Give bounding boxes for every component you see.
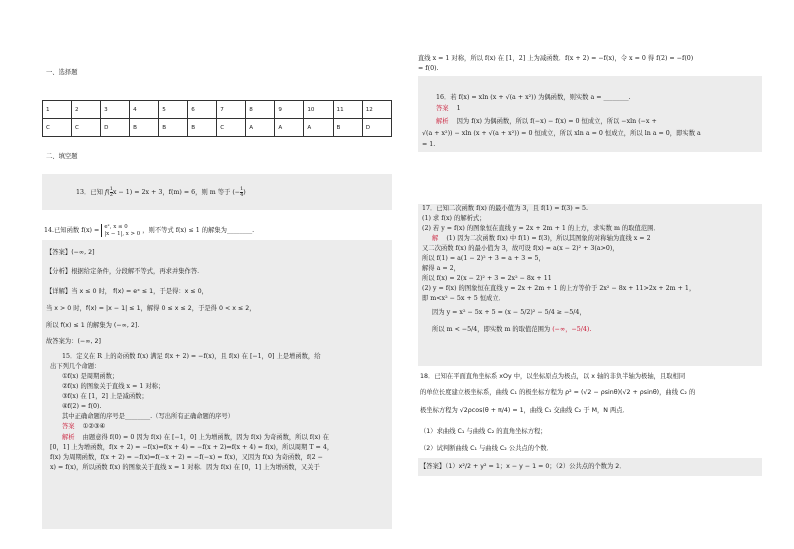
q17-solution-label: 解 bbox=[432, 235, 439, 242]
q17-solution-text: (1) 因为二次函数 f(x) 中 f(1) = f(3)，所以其图象的对称轴为直线 x = 2 bbox=[446, 235, 651, 242]
q18-answer: 【答案】（1）x²/2 + y² = 1；x − y − 1 = 0；（2）公共点的个数为 2． bbox=[420, 463, 626, 470]
q14-case-1: eˣ, x ≤ 0 bbox=[104, 224, 128, 230]
table-cell: C bbox=[217, 119, 246, 137]
q15-solution-1 bbox=[62, 433, 329, 443]
q15-line-3: ①f(x) 是周期函数； bbox=[62, 373, 119, 380]
q13-prefix: 13．已知 bbox=[76, 189, 103, 196]
q14-suffix: ，则不等式 f(x) ≤ 1 的解集为________. bbox=[142, 227, 255, 234]
q13-text: 13．已知 f( $\frac{1}{2}$ x − 1) = 2x + 3，f(m) = 6，则 m 等于 (− $\frac{1}{4}$ ) bbox=[76, 186, 246, 198]
table-cell: A bbox=[304, 119, 333, 137]
q14-function-lhs: f(x) = bbox=[81, 227, 100, 234]
q15-line-4: ②f(x) 的图象关于直线 x = 1 对称； bbox=[62, 383, 165, 390]
table-cell: 5 bbox=[159, 101, 188, 119]
table-cell: 9 bbox=[275, 101, 304, 119]
table-cell: 6 bbox=[188, 101, 217, 119]
table-cell: 4 bbox=[130, 101, 159, 119]
q14-detail-1: 【详解】当 x ≤ 0 时， f(x) = eˣ ≤ 1，于是得：x ≤ 0， bbox=[46, 288, 208, 295]
q15-line-5: ③f(x) 在 [1，2] 上是减函数； bbox=[62, 393, 148, 400]
table-cell: B bbox=[188, 119, 217, 137]
q17-solution-1 bbox=[432, 234, 651, 244]
q13-answer-suffix: ) bbox=[243, 189, 246, 196]
table-cell: B bbox=[130, 119, 159, 137]
q16-solution-3: = 1. bbox=[422, 141, 436, 148]
q13-expr: x − 1 bbox=[112, 189, 130, 196]
table-cell: 3 bbox=[101, 101, 130, 119]
answer-table-answer-row bbox=[43, 119, 392, 137]
q17-solution-6: (2) y = f(x) 的图象恒在直线 y = 2x + 2m + 1 的上方等价于 2x² − 8x + 11>2x + 2m + 1， bbox=[422, 285, 696, 292]
q14-analysis: 【分析】根据给定条件，分段解不等式，再求并集作答. bbox=[46, 268, 200, 275]
q18-line-4: （1）求曲线 C₁ 与曲线 C₂ 的直角坐标方程； bbox=[420, 428, 547, 435]
table-cell: 10 bbox=[304, 101, 333, 119]
q17-solution-8: 因为 y = x² − 5x + 5 = (x − 5/2)² − 5/4 ≥ −5/4， bbox=[432, 309, 586, 316]
q15-answer-label: 答案 bbox=[62, 423, 75, 430]
q16-solution-2: √(a + x²)) − xln (x + √(a + x²)) = 0 恒成立，所以 xln a = 0 恒成立，所以 ln a = 0，即实数 a bbox=[422, 130, 701, 137]
question-18 bbox=[418, 372, 762, 472]
q16-answer bbox=[436, 104, 461, 114]
fraction-numerator: 1 bbox=[109, 186, 113, 192]
q18-line-3: 极坐标方程为 √2ρcos(θ + π/4) = 1，曲线 C₁ 交曲线 C₂ 于 M，N 两点． bbox=[420, 407, 629, 414]
question-17 bbox=[418, 204, 762, 366]
fraction-denominator: 4 bbox=[240, 192, 244, 198]
table-cell: 11 bbox=[333, 101, 362, 119]
q18-answer-block bbox=[418, 458, 762, 476]
table-cell: A bbox=[246, 119, 275, 137]
q16-answer-value: 1 bbox=[456, 105, 461, 112]
table-cell: B bbox=[333, 119, 362, 137]
q17-solution-9-answer: (−∞，−5/4). bbox=[552, 326, 592, 333]
q17-line-3: (2) 若 y = f(x) 的图象恒在直线 y = 2x + 2m + 1 的上方，求实数 m 的取值范围． bbox=[422, 225, 660, 232]
q15-line-1: 15．定义在 R 上的奇函数 f(x) 满足 f(x + 2) = −f(x)，且 f(x) 在 [−1，0] 上是增函数，给 bbox=[62, 353, 321, 360]
table-cell: 1 bbox=[43, 101, 72, 119]
table-cell: 12 bbox=[362, 101, 391, 119]
q18-line-2: 的单位长度建立极坐标系，曲线 C₁ 的极坐标方程为 ρ² = (√2 − ρsinθ)(√2 + ρsinθ)，曲线 C₂ 的 bbox=[420, 389, 696, 396]
table-cell: B bbox=[159, 119, 188, 137]
question-16 bbox=[418, 76, 762, 152]
q15-line-6: ④f(2) = f(0). bbox=[62, 403, 102, 410]
q17-line-2: (1) 求 f(x) 的解析式； bbox=[422, 215, 486, 222]
question-15 bbox=[42, 346, 392, 529]
q16-solution-1 bbox=[436, 117, 657, 127]
fraction-denominator: 2 bbox=[109, 192, 113, 198]
q15-continued-1: 直线 x = 1 对称，所以 f(x) 在 [1，2] 上为减函数．f(x + 2) = −f(x)，令 x = 0 得 f(2) = −f(0) bbox=[418, 55, 694, 62]
q14-case-2: |x − 1|, x > 0 bbox=[104, 230, 141, 237]
q15-solution-2: [0，1] 上为增函数，f(x + 2) = −f(x)⇒f(x + 4) = −f(x + 2)⇒f(x + 4) = f(x)，所以周期 T = 4， bbox=[50, 444, 334, 451]
question-13 bbox=[42, 174, 392, 210]
table-cell: A bbox=[275, 119, 304, 137]
q16-solution-text: 因为 f(x) 为偶函数，所以 f(−x) − f(x) = 0 恒成立，所以 −xln (−x + bbox=[456, 118, 657, 125]
choice-section-title: 一、选择题 bbox=[46, 69, 78, 76]
q17-solution-9-text: 所以 m < −5/4，即实数 m 的取值范围为 bbox=[432, 326, 551, 333]
q17-solution-4: 解得 a = 2， bbox=[422, 265, 460, 272]
fraction-numerator: 1 bbox=[240, 186, 244, 192]
q13-f: f bbox=[104, 189, 108, 196]
q15-solution-text: 由题意得 f(0) = 0 因为 f(x) 在 [−1，0] 上为增函数，因为 f(x) 为奇函数，所以 f(x) 在 bbox=[82, 434, 329, 441]
q15-continued-2: = f(0). bbox=[418, 65, 439, 72]
question-14 bbox=[42, 218, 392, 240]
table-cell: 7 bbox=[217, 101, 246, 119]
q14-answer: 【答案】(−∞, 2] bbox=[46, 249, 95, 256]
q14-detail-3: 所以 f(x) ≤ 1 的解集为 (−∞, 2]. bbox=[46, 322, 140, 329]
q16-answer-label: 答案 bbox=[436, 105, 449, 112]
q14-piecewise bbox=[101, 224, 140, 237]
q14-detail-4: 故答案为：(−∞, 2] bbox=[46, 338, 101, 345]
q15-line-2: 出下列几个命题： bbox=[50, 363, 101, 370]
q13-answer-prefix: (− bbox=[232, 189, 241, 196]
q18-line-5: （2）试判断曲线 C₁ 与曲线 C₂ 公共点的个数． bbox=[420, 445, 553, 452]
table-cell: 2 bbox=[72, 101, 101, 119]
q13-mid: = 2x + 3，f(m) = 6，则 m 等于 bbox=[134, 189, 231, 196]
q15-answer bbox=[62, 422, 105, 432]
q15-solution-label: 解析 bbox=[62, 434, 75, 441]
q17-solution-9 bbox=[432, 325, 591, 335]
q17-line-1: 17．已知二次函数 f(x) 的最小值为 3，且 f(1) = f(3) = 5. bbox=[422, 205, 589, 212]
fill-section-title: 二、填空题 bbox=[46, 153, 78, 160]
q15-answer-value: ①②③④ bbox=[82, 423, 106, 430]
table-cell: C bbox=[72, 119, 101, 137]
q14-detail-2: 当 x > 0 时，f(x) = |x − 1| ≤ 1，解得 0 ≤ x ≤ 2，于是得 0 < x ≤ 2， bbox=[46, 305, 256, 312]
answer-table bbox=[42, 100, 392, 137]
q18-line-1: 18．已知在平面直角坐标系 xOy 中，以坐标原点为极点，以 x 轴的非负半轴为极轴，且取相同 bbox=[420, 373, 686, 380]
q17-solution-5: 所以 f(x) = 2(x − 2)² + 3 = 2x² − 8x + 11 bbox=[422, 275, 552, 282]
table-cell: D bbox=[362, 119, 391, 137]
q17-solution-7: 即 m<x² − 5x + 5 恒成立． bbox=[422, 295, 505, 302]
q15-solution-4: x) = f(x)，所以函数 f(x) 的图象关于直线 x = 1 对称．因为 f(x) 在 [0，1] 上为增函数，又关于 bbox=[50, 464, 320, 471]
q16-solution-label: 解析 bbox=[436, 118, 449, 125]
answer-table-number-row bbox=[43, 101, 392, 119]
q17-solution-3: 所以 f(1) = a(1 − 2)² + 3 = a + 3 = 5， bbox=[422, 255, 545, 262]
table-cell: C bbox=[43, 119, 72, 137]
q14-text bbox=[44, 224, 254, 237]
q16-question: 16．若 f(x) = xln (x + √(a + x²)) 为偶函数，则实数 a = ________. bbox=[436, 94, 631, 101]
table-cell: 8 bbox=[246, 101, 275, 119]
q17-solution-2: 又二次函数 f(x) 的最小值为 3，故可设 f(x) = a(x − 2)² + 3(a>0)， bbox=[422, 245, 619, 252]
q15-solution-3: f(x) 为周期函数，f(x + 2) = −f(x)⇒f(−x + 2) = −f(−x) = f(x)，又因为 f(x) 为奇函数，f(2 − bbox=[50, 454, 323, 461]
q15-line-7: 其中正确命题的序号是________.（写出所有正确命题的序号） bbox=[62, 413, 235, 420]
table-cell: D bbox=[101, 119, 130, 137]
q14-prefix: 14.已知函数 bbox=[44, 227, 80, 234]
